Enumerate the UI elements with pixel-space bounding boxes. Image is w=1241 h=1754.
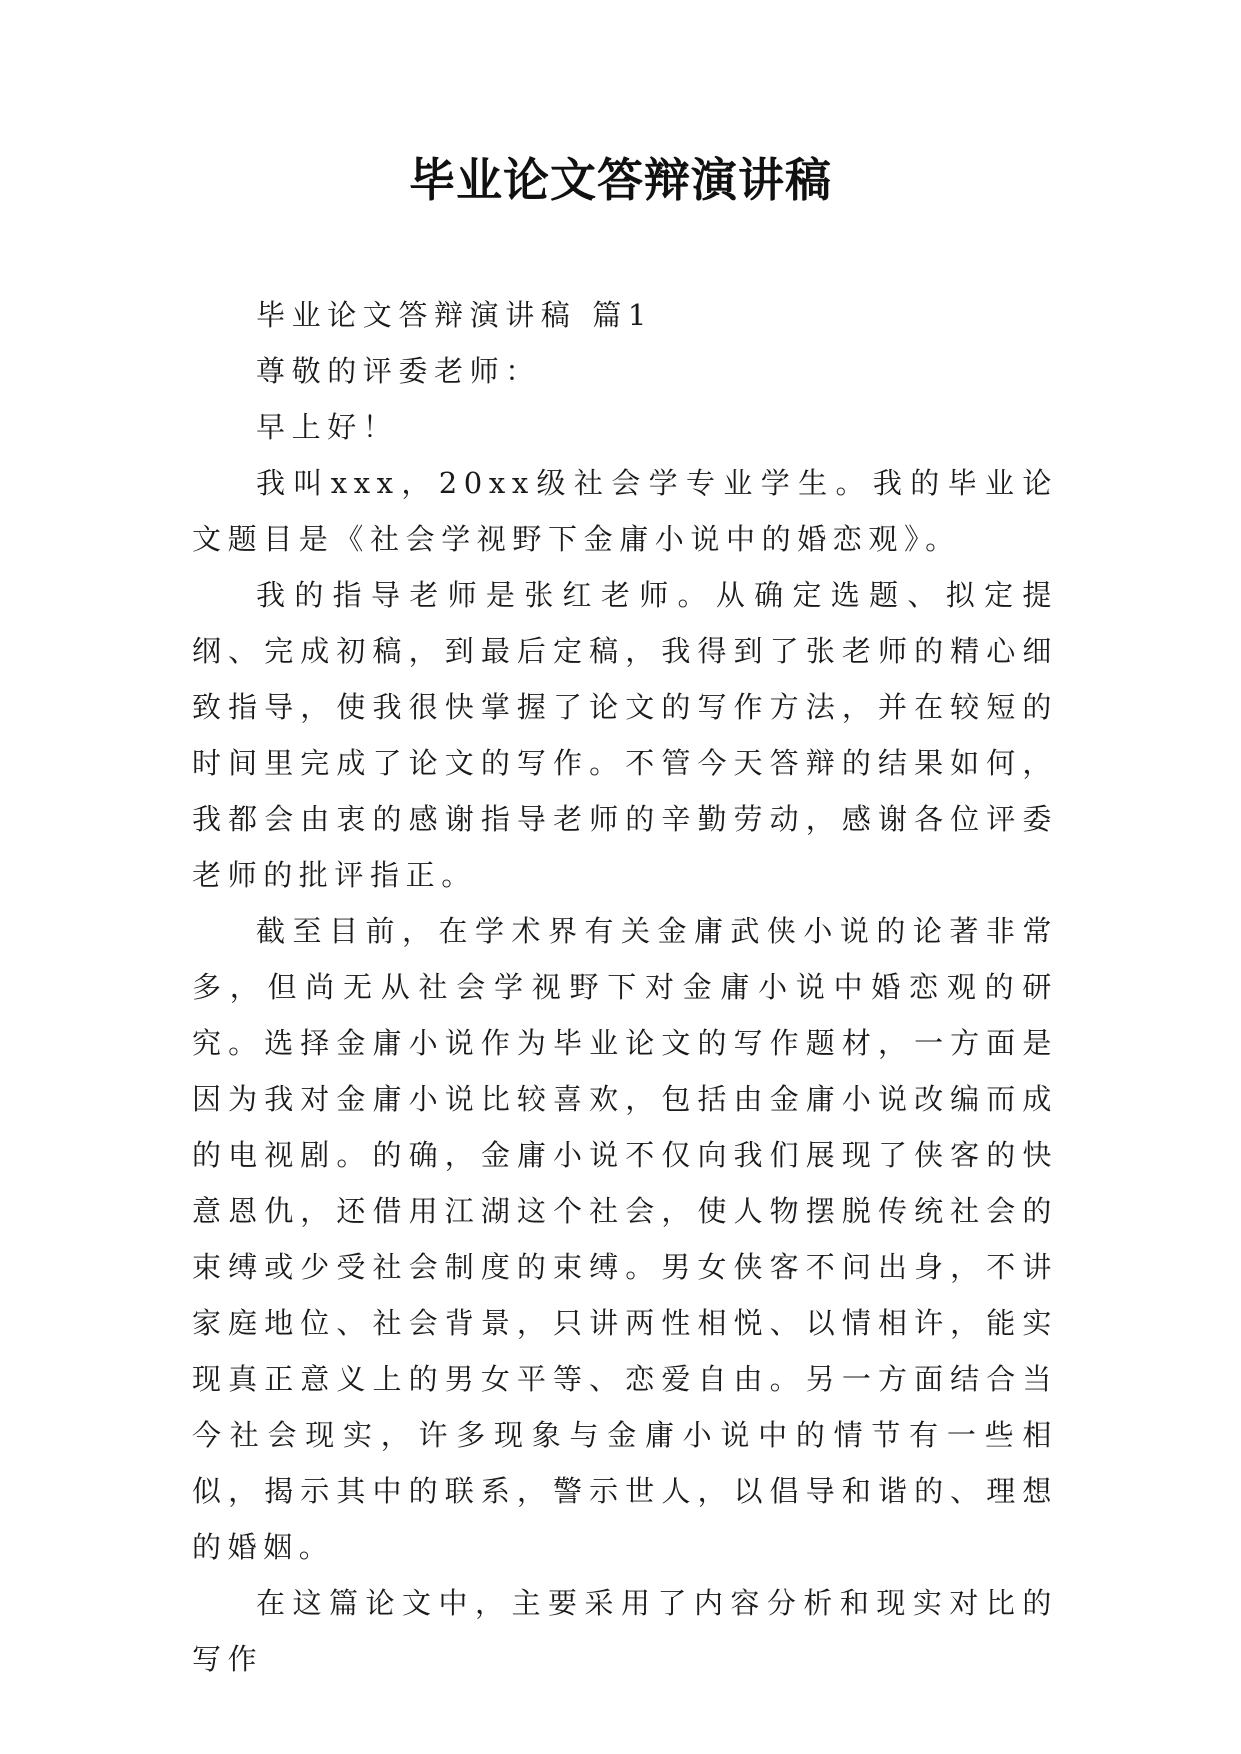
document-title: 毕业论文答辩演讲稿: [409, 153, 832, 207]
paragraph-methods: 在这篇论文中，主要采用了内容分析和现实对比的写作: [192, 1586, 1058, 1676]
greeting: 早上好！: [256, 410, 399, 444]
salutation: 尊敬的评委老师：: [256, 354, 541, 388]
paragraph-introduction: 我叫xxx，20xx级社会学专业学生。我的毕业论文题目是《社会学视野下金庸小说中的婚恋观》。: [192, 466, 1058, 556]
paragraph-background: 截至目前，在学术界有关金庸武侠小说的论著非常多，但尚无从社会学视野下对金庸小说中婚恋观的研究。选择金庸小说作为毕业论文的写作题材，一方面是因为我对金庸小说比较喜欢，包括由金庸小说改编而成的电视剧。的确，金庸小说不仅向我们展现了侠客的快意恩仇，还借用江湖这个社会，使人物摆脱传统社会的束缚或少受社会制度的束缚。男女侠客不问出身，不讲家庭地位、社会背景，只讲两性相悦、以情相许，能实现真正意义上的男女平等、恋爱自由。另一方面结合当今社会现实，许多现象与金庸小说中的情节有一些相似，揭示其中的联系，警示世人，以倡导和谐的、理想的婚姻。: [192, 914, 1058, 1564]
paragraph-acknowledgement: 我的指导老师是张红老师。从确定选题、拟定提纲、完成初稿，到最后定稿，我得到了张老师的精心细致指导，使我很快掌握了论文的写作方法，并在较短的时间里完成了论文的写作。不管今天答辩的结果如何，我都会由衷的感谢指导老师的辛勤劳动，感谢各位评委老师的批评指正。: [192, 578, 1058, 892]
document-body: [192, 287, 1058, 1687]
section-heading: 毕业论文答辩演讲稿 篇1: [256, 298, 653, 332]
